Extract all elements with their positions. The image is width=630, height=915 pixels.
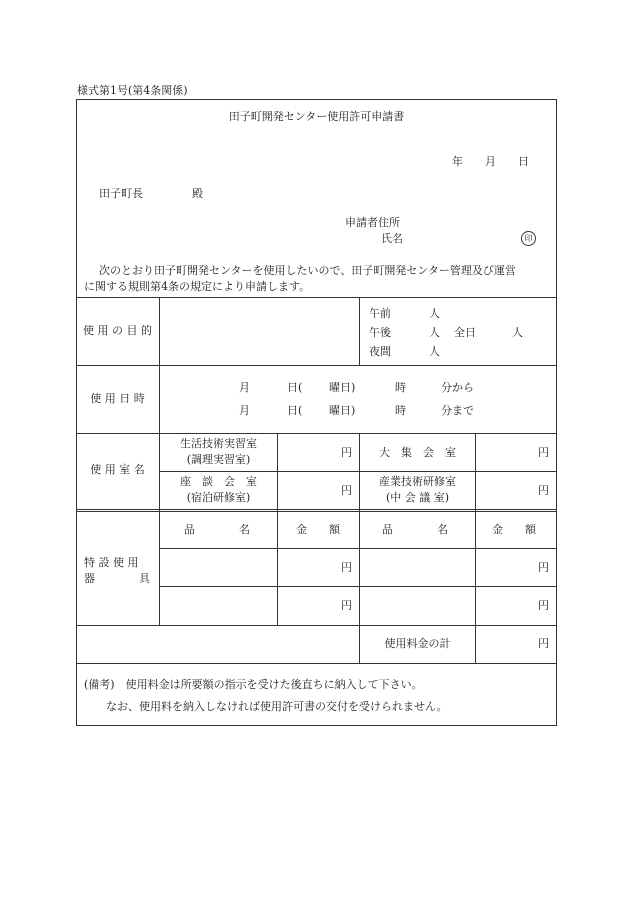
- room3-yen[interactable]: 円: [341, 484, 352, 497]
- room2-yen[interactable]: 円: [538, 446, 549, 459]
- row-line-equip-top2: [76, 511, 557, 512]
- item-name-header-2: 品 名: [382, 523, 448, 536]
- item-name-header-1: 品 名: [184, 523, 250, 536]
- equip-row1-name-1[interactable]: [160, 549, 277, 586]
- notes-line-1: (備考) 使用料金は所要額の指示を受けた後直ちに納入して下さい。: [84, 678, 423, 691]
- date-line: 年 月 日: [452, 155, 529, 168]
- to-weekday: 曜日): [329, 404, 356, 417]
- room4-line1: 産業技術研修室: [379, 475, 456, 488]
- room1-line1: 生活技術実習室: [180, 437, 257, 450]
- am-person: 人: [429, 307, 440, 320]
- applicant-name-label: 氏名: [381, 232, 403, 245]
- equipment-label-line2: 器 具: [84, 572, 150, 585]
- night-label: 夜間: [369, 345, 391, 358]
- to-day: 日(: [287, 404, 303, 417]
- total-yen[interactable]: 円: [538, 637, 549, 650]
- room1-yen[interactable]: 円: [341, 446, 352, 459]
- rooms-label: 使 用 室 名: [90, 463, 145, 476]
- pm-label: 午後: [369, 326, 391, 339]
- col-line-a: [277, 433, 278, 626]
- room4-yen[interactable]: 円: [538, 484, 549, 497]
- pm-person: 人: [429, 326, 440, 339]
- room4-line2: (中 会 議 室): [385, 491, 450, 504]
- from-day: 日(: [287, 381, 303, 394]
- addressee: 田子町長: [99, 187, 143, 200]
- room1-line2: (調理実習室): [186, 453, 251, 466]
- equip-row2-yen-2[interactable]: 円: [538, 599, 549, 612]
- from-hour: 時: [395, 381, 406, 394]
- intro-line-2: に関する規則第4条の規定により申請します。: [84, 280, 311, 293]
- amount-header-2: 金 額: [492, 523, 536, 536]
- border-bottom: [76, 725, 557, 726]
- purpose-input[interactable]: [160, 298, 359, 365]
- equip-row1-name-2[interactable]: [360, 549, 475, 586]
- border-right: [556, 99, 557, 726]
- row-line-rooms-top: [76, 433, 557, 434]
- border-top: [76, 99, 557, 100]
- amount-header-1: 金 額: [296, 523, 340, 536]
- form-label: 様式第1号(第4条関係): [77, 84, 188, 97]
- equip-row2-name-1[interactable]: [160, 587, 277, 625]
- allday-label: 全日: [454, 326, 476, 339]
- room2-name: 大 集 会 室: [379, 446, 456, 459]
- equipment-label-line1: 特 設 使 用: [84, 556, 139, 569]
- col-line-purpose: [359, 297, 360, 366]
- row-line-rooms-mid: [159, 471, 557, 472]
- from-month: 月: [239, 381, 250, 394]
- total-label: 使用料金の計: [384, 637, 451, 650]
- allday-person: 人: [512, 326, 523, 339]
- col-line-c: [475, 433, 476, 664]
- row-line-equip-top: [76, 509, 557, 510]
- to-hour: 時: [395, 404, 406, 417]
- row-line-total-top: [76, 625, 557, 626]
- seal-mark: 印: [521, 231, 536, 246]
- room3-line1: 座 談 会 室: [180, 475, 257, 488]
- row-line-notes-top: [76, 663, 557, 664]
- equip-row1-yen-1[interactable]: 円: [341, 561, 352, 574]
- form-title: 田子町開発センター使用許可申請書: [228, 110, 405, 123]
- to-month: 月: [239, 404, 250, 417]
- from-weekday: 曜日): [329, 381, 356, 394]
- honorific: 殿: [192, 187, 203, 200]
- am-label: 午前: [369, 307, 391, 320]
- notes-line-2: なお、使用料を納入しなければ使用許可書の交付を受けられません。: [106, 700, 448, 713]
- night-person: 人: [429, 345, 440, 358]
- purpose-label: 使 用 の 目 的: [83, 324, 152, 337]
- applicant-address-label: 申請者住所: [345, 216, 400, 229]
- equip-row2-name-2[interactable]: [360, 587, 475, 625]
- room3-line2: (宿泊研修室): [186, 491, 251, 504]
- intro-line-1: 次のとおり田子町開発センターを使用したいので、田子町開発センター管理及び運営: [99, 264, 516, 277]
- datetime-label: 使 用 日 時: [90, 392, 145, 405]
- border-left: [76, 99, 77, 726]
- from-minute: 分から: [441, 381, 474, 394]
- equip-row2-yen-1[interactable]: 円: [341, 599, 352, 612]
- to-minute: 分まで: [441, 404, 474, 417]
- equip-row1-yen-2[interactable]: 円: [538, 561, 549, 574]
- datetime-input[interactable]: [160, 366, 556, 433]
